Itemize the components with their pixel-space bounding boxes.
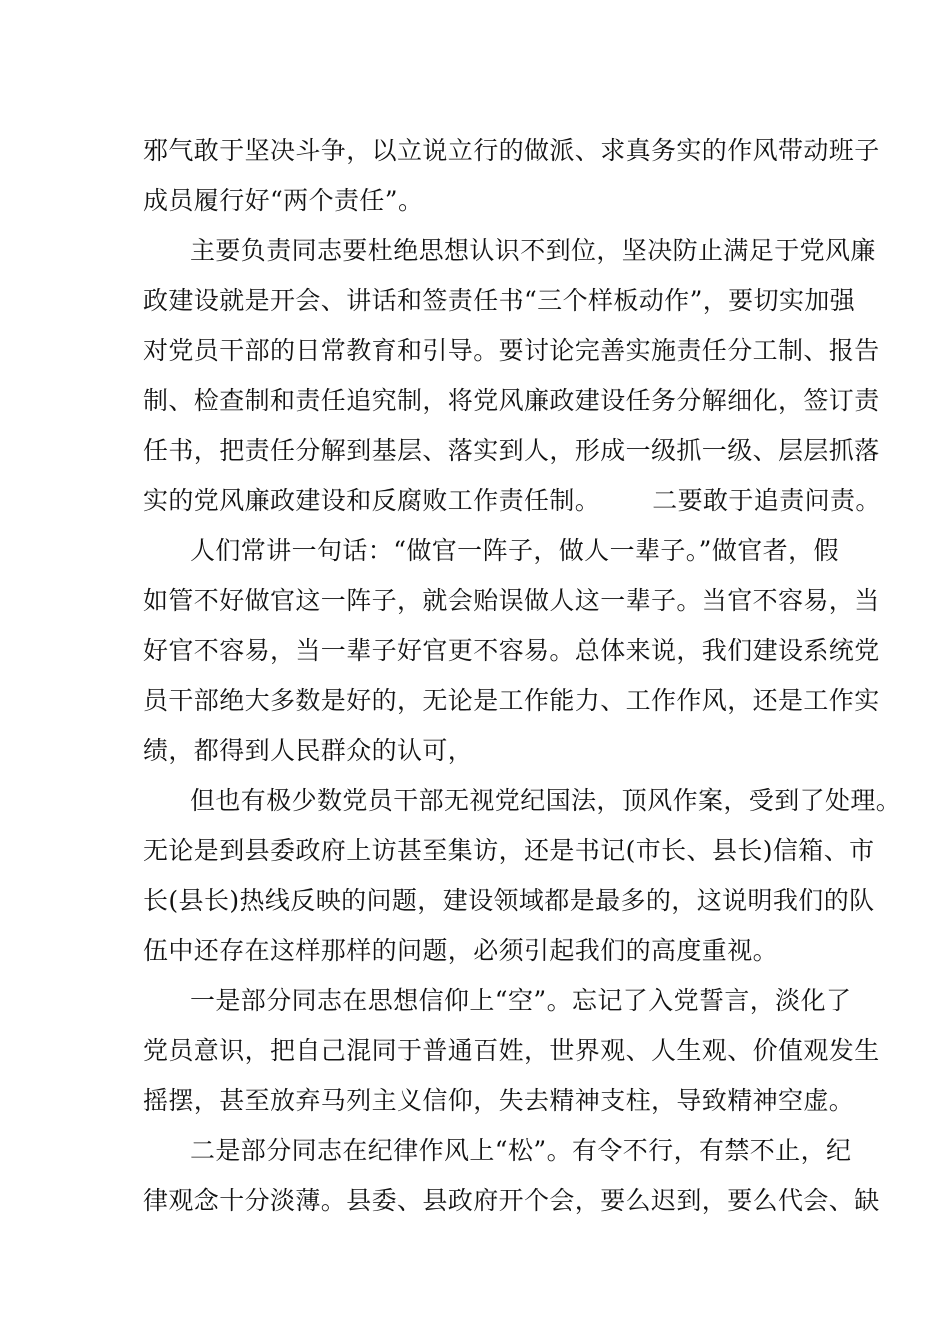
text-line: 好官不容易，当一辈子好官更不容易。总体来说，我们建设系统党 [143, 636, 880, 665]
text-line: 伍中还存在这样那样的问题，必须引起我们的高度重视。 [143, 936, 779, 965]
text-line: 摇摆，甚至放弃马列主义信仰，失去精神支柱，导致精神空虚。 [143, 1086, 855, 1115]
paragraph-first-line: 二是部分同志在纪律作风上“松”。有令不行，有禁不止，纪 [190, 1136, 852, 1165]
text-line: 长(县长)热线反映的问题，建设领域都是最多的，这说明我们的队 [143, 886, 875, 915]
text-line: 党员意识，把自己混同于普通百姓，世界观、人生观、价值观发生 [143, 1036, 880, 1065]
text-line: 对党员干部的日常教育和引导。要讨论完善实施责任分工制、报告 [143, 336, 880, 365]
paragraph-first-line: 主要负责同志要杜绝思想认识不到位，坚决防止满足于党风廉 [190, 236, 876, 265]
section-heading: 二要敢于追责问责。 [652, 486, 881, 515]
text-line: 无论是到县委政府上访甚至集访，还是书记(市长、县长)信箱、市 [143, 836, 875, 865]
text-line: 邪气敢于坚决斗争，以立说立行的做派、求真务实的作风带动班子 [143, 136, 880, 165]
text-line: 任书，把责任分解到基层、落实到人，形成一级抓一级、层层抓落 [143, 436, 880, 465]
paragraph-first-line: 但也有极少数党员干部无视党纪国法，顶风作案，受到了处理。 [190, 786, 902, 815]
text-line: 绩，都得到人民群众的认可， [143, 736, 474, 765]
paragraph-first-line: 一是部分同志在思想信仰上“空”。忘记了入党誓言，淡化了 [190, 986, 852, 1015]
paragraph-first-line: 人们常讲一句话：“做官一阵子，做人一辈子。”做官者，假 [190, 536, 839, 565]
text-line-with-heading [143, 484, 881, 518]
text-line: 律观念十分淡薄。县委、县政府开个会，要么迟到，要么代会、缺 [143, 1186, 880, 1215]
text-line: 员干部绝大多数是好的，无论是工作能力、工作作风，还是工作实 [143, 686, 880, 715]
text-line: 制、检查制和责任追究制，将党风廉政建设任务分解细化，签订责 [143, 386, 880, 415]
text-line: 成员履行好“两个责任”。 [143, 186, 424, 215]
text-line-segment: 实的党风廉政建设和反腐败工作责任制。 [143, 486, 601, 515]
text-line: 如管不好做官这一阵子，就会贻误做人这一辈子。当官不容易，当 [143, 586, 880, 615]
text-line: 政建设就是开会、讲话和签责任书“三个样板动作”，要切实加强 [143, 286, 856, 315]
